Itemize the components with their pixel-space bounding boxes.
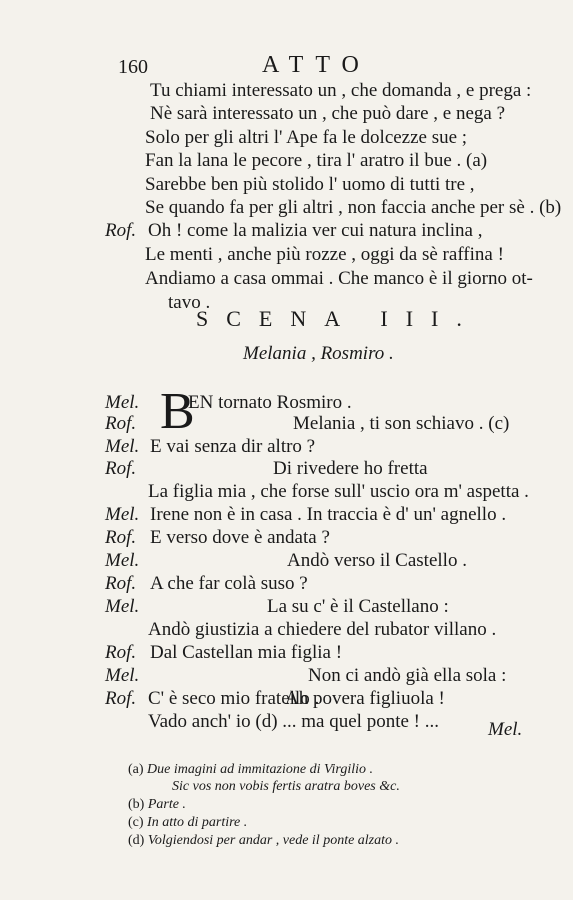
verse-line: tavo . [168,292,211,313]
footnote [128,833,399,849]
footnote [128,797,186,813]
speaker-label: Mel. [105,392,140,413]
verse-line: Andiamo a casa ommai . Che manco è il giorno ot- [145,268,533,289]
verse-line: Tu chiami interessato un , che domanda , e prega : [150,80,532,101]
speaker-label: Rof. [105,413,137,434]
footnote-mark: (c) [128,815,144,830]
dialogue-line: C' è seco mio fratello . [148,688,320,709]
dialogue-line: Ah povera figliuola ! [285,688,445,709]
dialogue-line: Vado anch' io (d) ... ma quel ponte ! ... [148,711,439,732]
footnote-text: In atto di partire . [147,815,248,830]
dialogue-line: La su c' è il Castellano : [267,596,449,617]
dialogue-line: Irene non è in casa . In traccia è d' un' agnello . [150,504,507,525]
speaker-label: Mel. [105,596,140,617]
scene-title: SCENA III. [196,306,480,331]
speaker-label: Rof. [105,220,137,241]
footnote-mark: (b) [128,797,145,812]
footnote-mark: (a) [128,762,144,777]
speaker-label: Mel. [105,665,140,686]
speaker-label: Rof. [105,688,137,709]
dialogue-line: E verso dove è andata ? [150,527,330,548]
dialogue-line: Melania , ti son schiavo . (c) [293,413,510,434]
dialogue-line: Di rivedere ho fretta [273,458,428,479]
verse-line: Le menti , anche più rozze , oggi da sè raffina ! [145,244,504,265]
dialogue-line: Non ci andò già ella sola : [308,665,507,686]
verse-line: Solo per gli altri l' Ape fa le dolcezze sue ; [145,127,468,148]
page-number: 160 [118,56,148,78]
footnote-mark: (d) [128,833,145,848]
drop-cap: B [160,383,195,440]
scene-persons: Melania , Rosmiro . [243,343,394,364]
verse-line: Oh ! come la malizia ver cui natura inclina , [148,220,483,241]
catchword: Mel. [488,719,523,740]
dialogue-line: La figlia mia , che forse sull' uscio ora m' aspetta . [148,481,529,502]
speaker-label: Rof. [105,527,137,548]
running-title: ATTO [262,52,371,78]
dialogue-line: Andò giustizia a chiedere del rubator villano . [148,619,497,640]
speaker-label: Rof. [105,573,137,594]
speaker-label: Mel. [105,504,140,525]
dialogue-line: Dal Castellan mia figlia ! [150,642,343,663]
footnote-text: Due imagini ad immitazione di Virgilio . [147,762,373,777]
dialogue-line: E vai senza dir altro ? [150,436,316,457]
speaker-label: Rof. [105,458,137,479]
speaker-label: Mel. [105,436,140,457]
verse-line: Fan la lana le pecore , tira l' aratro il bue . (a) [145,150,488,171]
speaker-label: Rof. [105,642,137,663]
verse-line: Sarebbe ben più stolido l' uomo di tutti tre , [145,174,475,195]
dialogue-line: Andò verso il Castello . [287,550,467,571]
footnote [128,815,247,831]
speaker-label: Mel. [105,550,140,571]
verse-line: Nè sarà interessato un , che può dare , e nega ? [150,103,506,124]
dialogue-line: EN tornato Rosmiro . [188,392,352,413]
footnote [172,779,400,795]
footnote-text: Parte . [147,797,186,812]
footnote [128,762,373,778]
dialogue-line: A che far colà suso ? [150,573,308,594]
footnote-text: Sic vos non vobis fertis aratra boves &c. [172,779,400,794]
verse-line: Se quando fa per gli altri , non faccia anche per sè . (b) [145,197,562,218]
footnote-text: Volgiendosi per andar , vede il ponte alzato . [147,833,400,848]
